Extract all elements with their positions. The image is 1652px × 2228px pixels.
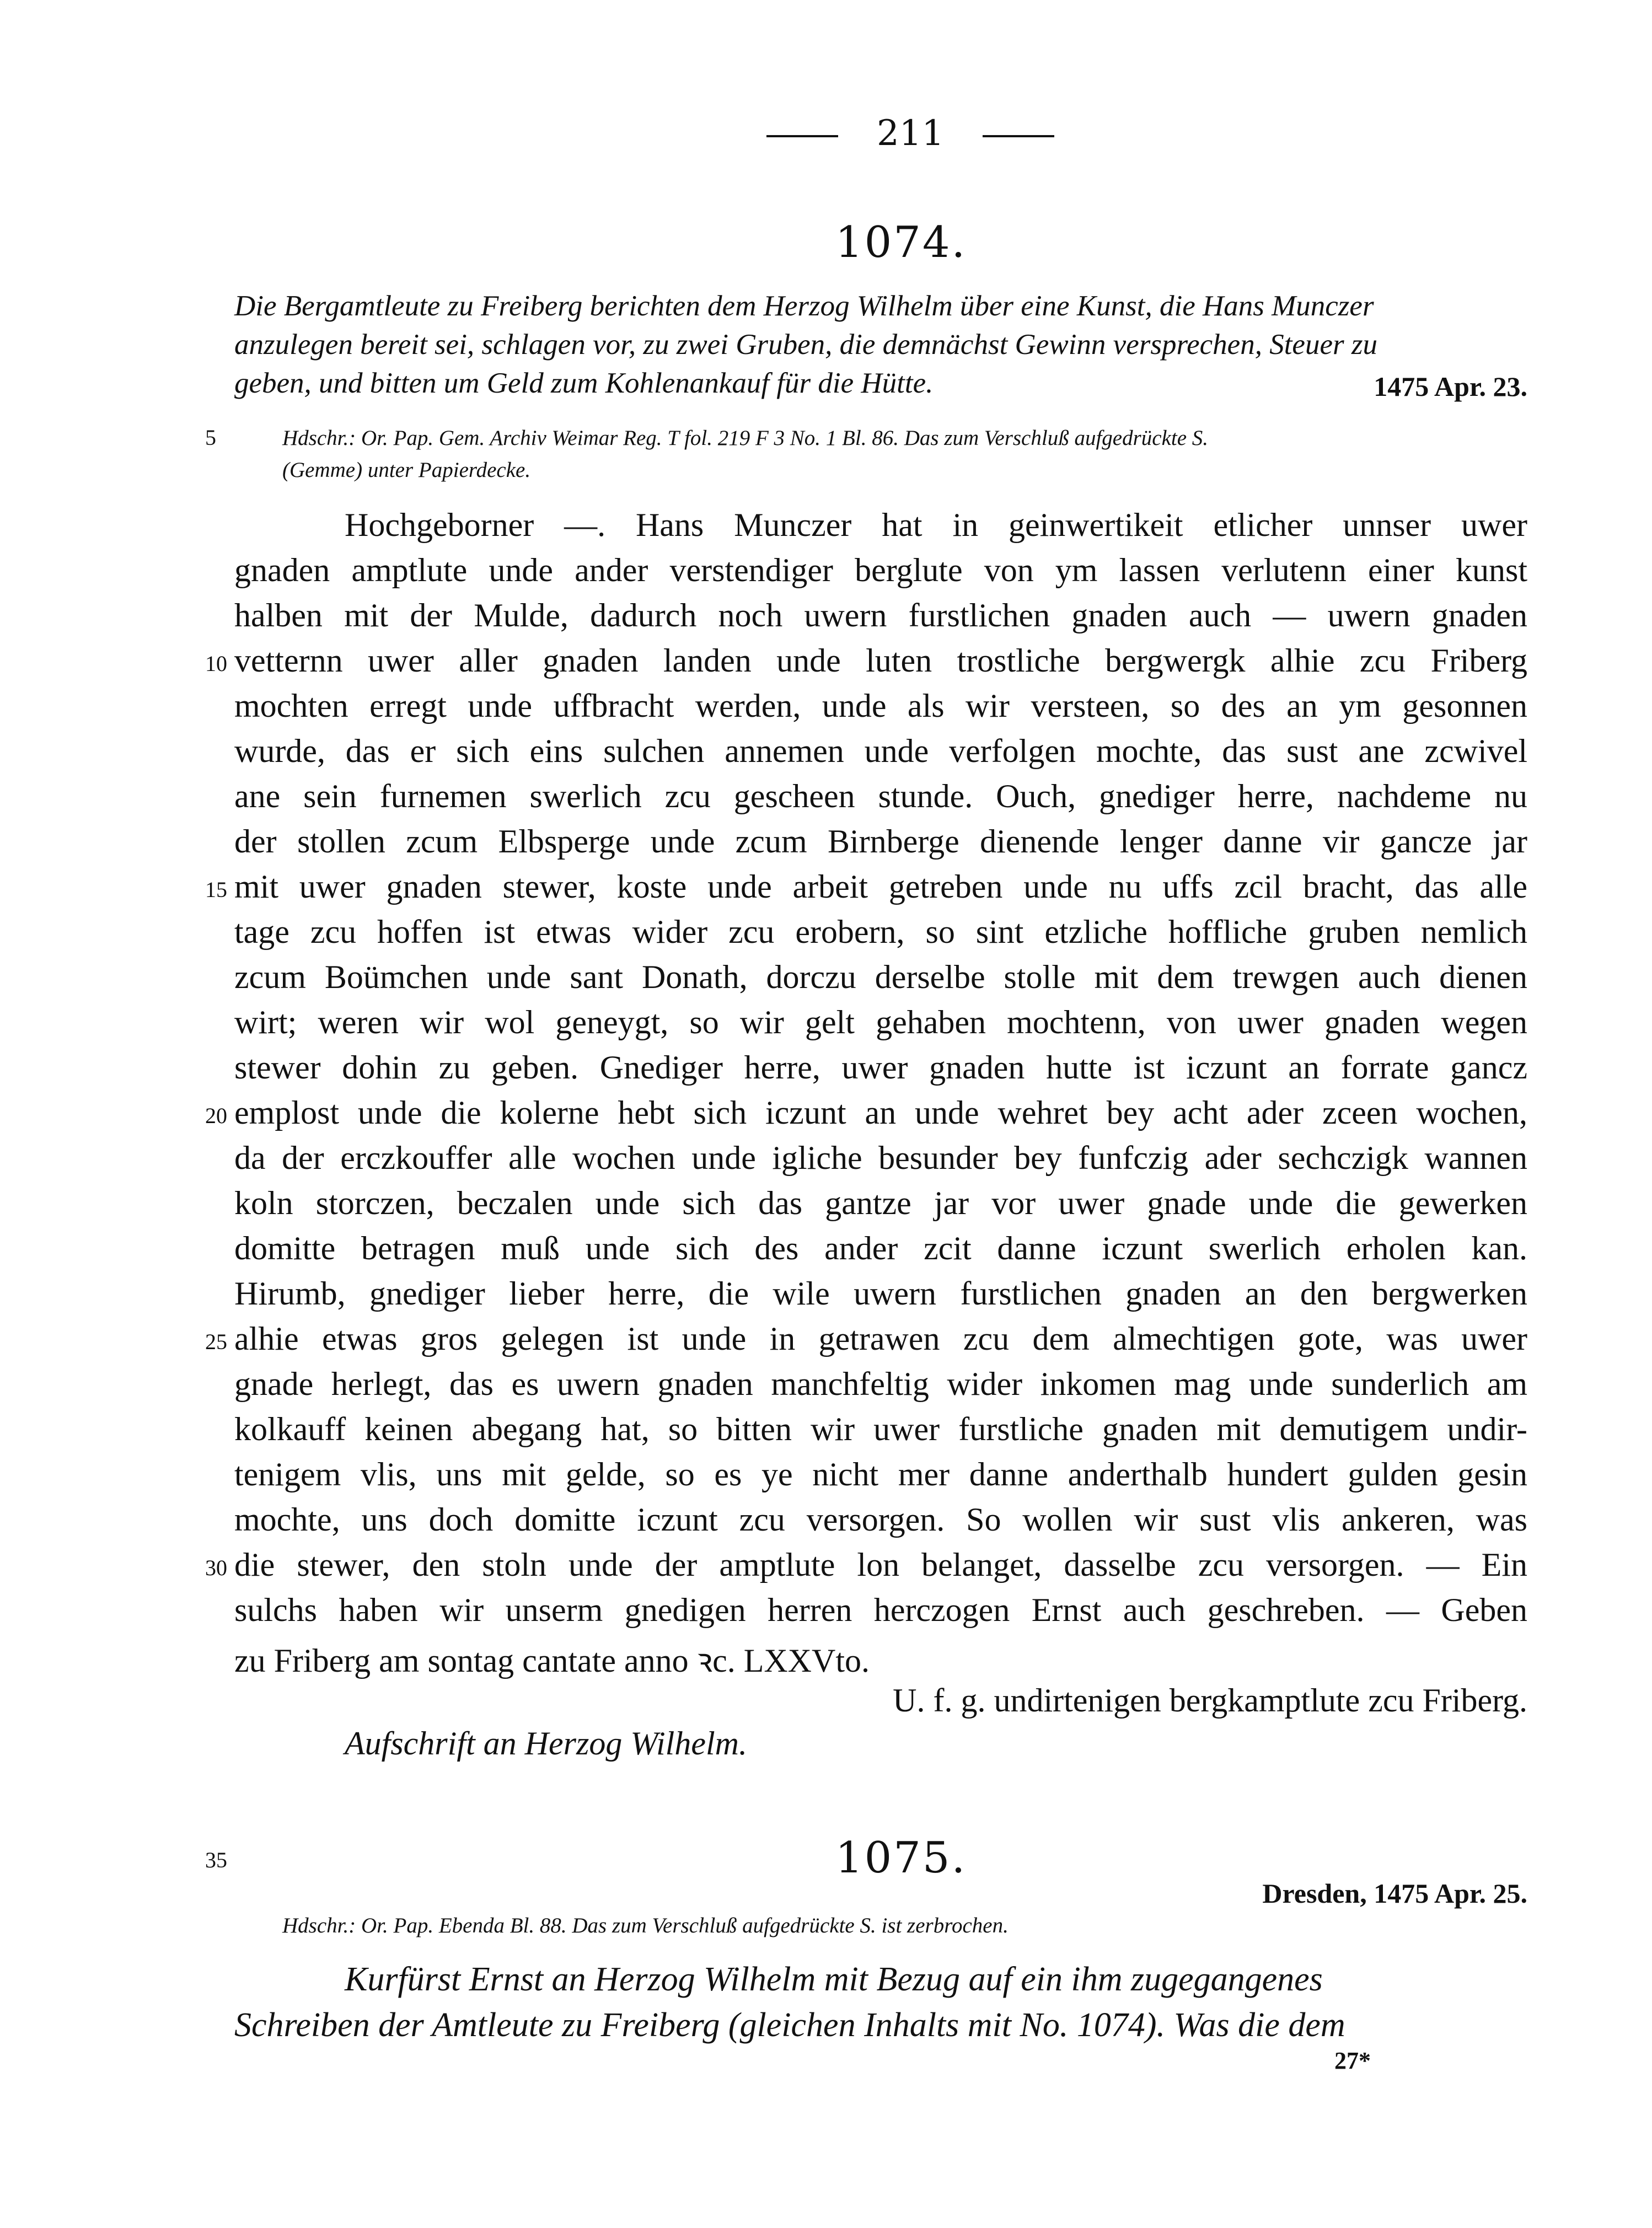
margin-number: 5 bbox=[205, 425, 216, 450]
text-line: tenigem vlis, uns mit gelde, so es ye nicht mer danne anderthalb hundert gulden gesin bbox=[234, 1456, 1527, 1493]
header-rule-right bbox=[983, 135, 1054, 137]
regest-1074-line-1: Die Bergamtleute zu Freiberg berichten dem Herzog Wilhelm über eine Kunst, die Hans Munczer bbox=[234, 290, 1374, 322]
margin-number: 30 bbox=[205, 1555, 227, 1580]
margin-number: 15 bbox=[205, 877, 227, 902]
text-line: sulchs haben wir unserm gnedigen herren herczogen Ernst auch geschreben. — Geben bbox=[234, 1592, 1527, 1628]
source-1074-line-2: (Gemme) unter Papierdecke. bbox=[282, 458, 531, 482]
letter-signature: U. f. g. undirtenigen bergkamptlute zcu Friberg. bbox=[893, 1682, 1527, 1719]
regest-1074-line-2: anzulegen bereit sei, schlagen vor, zu zwei Gruben, die demnächst Gewinn versprechen, Steuer zu bbox=[234, 329, 1377, 361]
text-line: halben mit der Mulde, dadurch noch uwern furstlichen gnaden auch — uwern gnaden bbox=[234, 597, 1527, 633]
text-line: gnade herlegt, das es uwern gnaden manchfeltig wider inkomen mag unde sunderlich am bbox=[234, 1366, 1527, 1402]
letter-address: Aufschrift an Herzog Wilhelm. bbox=[345, 1725, 747, 1762]
regest-1074-line-3: geben, und bitten um Geld zum Kohlenankauf für die Hütte. bbox=[234, 367, 934, 399]
text-line: Hochgeborner —. Hans Munczer hat in geinwertikeit etlicher unnser uwer bbox=[345, 507, 1527, 543]
text-line: mit uwer gnaden stewer, koste unde arbeit getreben unde nu uffs zcil bracht, das alle bbox=[234, 868, 1527, 905]
text-line: wurde, das er sich eins sulchen annemen unde verfolgen mochte, das sust ane zcwivel bbox=[234, 733, 1527, 769]
text-line: kolkauff keinen abegang hat, so bitten wir uwer furstliche gnaden mit demutigem undir- bbox=[234, 1411, 1527, 1447]
text-line: alhie etwas gros gelegen ist unde in getrawen zcu dem almechtigen gote, was uwer bbox=[234, 1320, 1527, 1357]
source-1075: Hdschr.: Or. Pap. Ebenda Bl. 88. Das zum Verschluß aufgedrückte S. ist zerbrochen. bbox=[282, 1914, 1009, 1937]
text-line: emplost unde die kolerne hebt sich iczunt an unde wehret bey acht ader zceen wochen, bbox=[234, 1094, 1527, 1131]
page-number: 211 bbox=[877, 113, 945, 154]
date-1075: Dresden, 1475 Apr. 25. bbox=[1262, 1878, 1527, 1909]
page-header bbox=[728, 113, 1093, 154]
date-1074: 1475 Apr. 23. bbox=[1374, 371, 1527, 402]
source-1074-line-1: Hdschr.: Or. Pap. Gem. Archiv Weimar Reg. T fol. 219 F 3 No. 1 Bl. 86. Das zum Verschluß aufgedrückte S. bbox=[282, 426, 1209, 450]
text-line: da der erczkouffer alle wochen unde igliche besunder bey funfczig ader sechczigk wannen bbox=[234, 1140, 1527, 1176]
text-line: koln storczen, beczalen unde sich das gantze jar vor uwer gnade unde die gewerken bbox=[234, 1185, 1527, 1221]
text-line: mochten erregt unde uffbracht werden, unde als wir versteen, so des an ym gesonnen bbox=[234, 688, 1527, 724]
document-number-1074: 1074. bbox=[835, 218, 967, 267]
text-line: mochte, uns doch domitte iczunt zcu versorgen. So wollen wir sust vlis ankeren, was bbox=[234, 1501, 1527, 1538]
text-line: der stollen zcum Elbsperge unde zcum Birnberge dienende lenger danne vir gancze jar bbox=[234, 823, 1527, 860]
regest-1075-line-2: Schreiben der Amtleute zu Freiberg (gleichen Inhalts mit No. 1074). Was die dem bbox=[234, 2006, 1345, 2044]
margin-number: 35 bbox=[205, 1848, 227, 1872]
text-line: vetternn uwer aller gnaden landen unde luten trostliche bergwergk alhie zcu Friberg bbox=[234, 642, 1527, 679]
text-line: gnaden amptlute unde ander verstendiger berglute von ym lassen verlutenn einer kunst bbox=[234, 552, 1527, 588]
text-line: zu Friberg am sontag cantate anno ꝛc. LXXVto. bbox=[234, 1642, 870, 1679]
margin-number: 10 bbox=[205, 651, 227, 676]
margin-number: 25 bbox=[205, 1329, 227, 1354]
header-rule-left bbox=[766, 135, 838, 137]
document-number-1075: 1075. bbox=[835, 1833, 967, 1883]
margin-number: 20 bbox=[205, 1103, 227, 1128]
text-line: tage zcu hoffen ist etwas wider zcu erobern, so sint etzliche hoffliche gruben nemlich bbox=[234, 914, 1527, 950]
signature-mark: 27* bbox=[1334, 2047, 1371, 2074]
text-line: die stewer, den stoln unde der amptlute lon belanget, dasselbe zcu versorgen. — Ein bbox=[234, 1547, 1527, 1583]
text-line: zcum Boümchen unde sant Donath, dorczu derselbe stolle mit dem trewgen auch dienen bbox=[234, 959, 1527, 995]
text-line: ane sein furnemen swerlich zcu gescheen stunde. Ouch, gnediger herre, nachdeme nu bbox=[234, 778, 1527, 814]
text-line: Hirumb, gnediger lieber herre, die wile uwern furstlichen gnaden an den bergwerken bbox=[234, 1275, 1527, 1312]
text-line: domitte betragen muß unde sich des ander zcit danne iczunt swerlich erholen kan. bbox=[234, 1230, 1527, 1266]
text-line: wirt; weren wir wol geneygt, so wir gelt gehaben mochtenn, von uwer gnaden wegen bbox=[234, 1004, 1527, 1040]
regest-1075-line-1: Kurfürst Ernst an Herzog Wilhelm mit Bezug auf ein ihm zugegangenes bbox=[345, 1961, 1323, 1998]
text-line: stewer dohin zu geben. Gnediger herre, uwer gnaden hutte ist iczunt an forrate gancz bbox=[234, 1049, 1527, 1086]
